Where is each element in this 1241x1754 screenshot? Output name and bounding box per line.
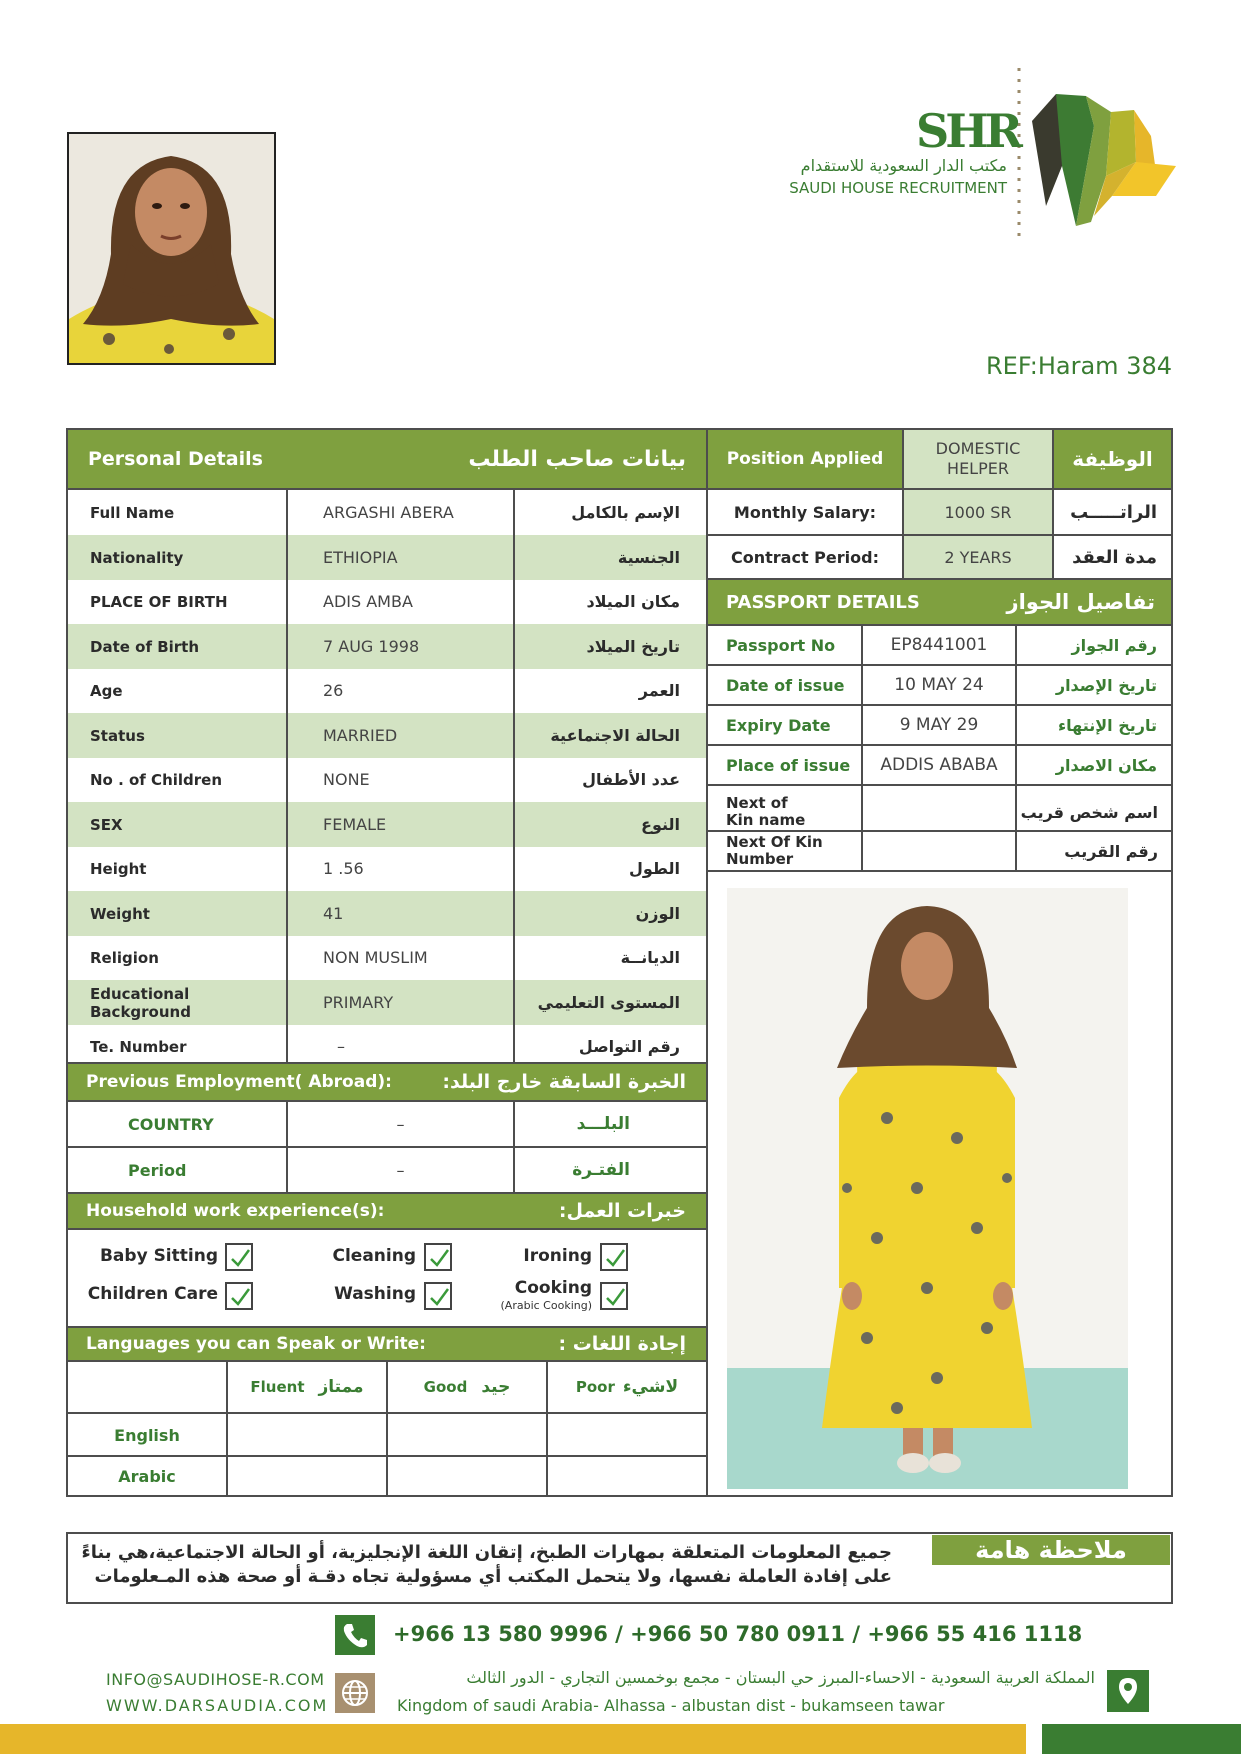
- passport-row-label: Place of issue: [726, 755, 851, 775]
- salary-value: 1000 SR: [904, 490, 1052, 534]
- note-title: ملاحظة هامة: [932, 1535, 1170, 1565]
- address-en: Kingdom of saudi Arabia- Alhassa - albustan dist - bukamseen tawar: [397, 1696, 945, 1715]
- note-line-1: جميع المعلومات المتعلقة بمهارات الطبخ، إتقان اللغة الإنجليزية، أو الحالة الاجتماعية،هي بناءً: [81, 1542, 892, 1563]
- logo-emblem: [1016, 66, 1181, 242]
- personal-row-value: 1 .56: [323, 859, 364, 878]
- lang-col-good-ar: جيد: [481, 1377, 511, 1397]
- household-header: [68, 1194, 706, 1228]
- personal-row-label: Te. Number: [90, 1037, 187, 1056]
- skill-ironing-label: Ironing: [523, 1246, 592, 1266]
- phone-icon: [335, 1615, 375, 1655]
- personal-row-value: MARRIED: [323, 726, 398, 745]
- previous-country-ar: البلـــد: [576, 1114, 630, 1134]
- passport-row-label: Passport No: [726, 635, 836, 655]
- salary-label-ar: الراتـــــب: [1070, 501, 1157, 523]
- previous-employment-header: [68, 1064, 706, 1100]
- personal-row: [68, 668, 706, 713]
- skill-washing-label: Washing: [334, 1284, 416, 1304]
- personal-row-label: Weight: [90, 904, 150, 923]
- personal-row-value: 7 AUG 1998: [323, 637, 420, 656]
- household-title-en: Household work experience(s):: [86, 1201, 385, 1221]
- passport-row-ar: تاريخ الإصدار: [1055, 675, 1157, 695]
- lang-col-good-en: Good: [423, 1378, 468, 1396]
- previous-country-row: [68, 1102, 706, 1146]
- skill-ironing-checkbox[interactable]: [600, 1243, 628, 1271]
- contract-label-ar: مدة العقد: [1072, 546, 1157, 568]
- personal-row-value: ARGASHI ABERA: [323, 503, 454, 522]
- company-name-ar: مكتب الدار السعودية للاستقدام: [800, 156, 1007, 175]
- personal-row-label: SEX: [90, 815, 123, 834]
- personal-row: [68, 535, 706, 580]
- passport-row-value: 10 MAY 24: [894, 675, 984, 695]
- skill-cooking-label: Cooking: [514, 1278, 592, 1298]
- personal-row-label: Status: [90, 726, 145, 745]
- lang-col-fluent-en: Fluent: [250, 1378, 305, 1396]
- reference-number: REF:Haram 384: [985, 352, 1172, 380]
- previous-period-value: –: [396, 1160, 405, 1180]
- lang-row-arabic: Arabic: [118, 1466, 176, 1486]
- personal-row-ar: الوزن: [635, 904, 680, 923]
- email: INFO@SAUDIHOSE-R.COM: [106, 1670, 325, 1689]
- personal-row-value: PRIMARY: [323, 993, 394, 1012]
- personal-row-label: PLACE OF BIRTH: [90, 592, 228, 611]
- personal-row-value: FEMALE: [323, 815, 387, 834]
- website: WWW.DARSAUDIA.COM: [106, 1696, 329, 1715]
- applicant-photo-small: [67, 132, 276, 365]
- personal-row-ar: عدد الأطفال: [582, 770, 680, 789]
- personal-row: [68, 935, 706, 980]
- personal-row-label: Religion: [90, 948, 159, 967]
- personal-row: [68, 490, 706, 535]
- personal-row-ar: الجنسية: [617, 548, 680, 567]
- passport-title-ar: تفاصيل الجواز: [1006, 590, 1155, 614]
- passport-row-value: EP8441001: [890, 635, 988, 655]
- lang-col-poor-ar: لاشيء: [622, 1377, 679, 1397]
- personal-row-label: Educational Background: [90, 984, 191, 1021]
- position-label-ar: الوظيفة: [1054, 430, 1171, 488]
- personal-row-value: ADIS AMBA: [323, 592, 413, 611]
- previous-employment-title-ar: الخبرة السابقة خارج البلد:: [442, 1071, 686, 1093]
- lang-col-poor: [547, 1362, 707, 1412]
- skill-cleaning-label: Cleaning: [332, 1246, 416, 1266]
- passport-row-value: 9 MAY 29: [899, 715, 979, 735]
- passport-row-value: ADDIS ABABA: [880, 755, 998, 775]
- previous-country-label: COUNTRY: [128, 1114, 214, 1134]
- personal-row-ar: الديانــة: [620, 948, 680, 967]
- personal-row-ar: مكان الميلاد: [586, 592, 680, 611]
- personal-row-label: Age: [90, 681, 123, 700]
- lang-col-poor-en: Poor: [575, 1378, 615, 1396]
- previous-country-value: –: [396, 1114, 405, 1134]
- kin-name-label: Next of Kin name: [726, 794, 806, 829]
- lang-col-fluent: [227, 1362, 387, 1412]
- personal-row-label: No . of Children: [90, 770, 223, 789]
- personal-row: [68, 757, 706, 802]
- passport-row-ar: تاريخ الإنتهاء: [1057, 715, 1157, 735]
- skill-children-care-label: Children Care: [87, 1284, 218, 1304]
- company-name-en: SAUDI HOUSE RECRUITMENT: [789, 179, 1007, 197]
- lang-col-fluent-ar: ممتاز: [318, 1377, 364, 1397]
- skill-cooking-checkbox[interactable]: [600, 1282, 628, 1310]
- previous-period-label: Period: [128, 1160, 187, 1180]
- passport-header: [708, 580, 1171, 624]
- passport-row-label: Expiry Date: [726, 715, 831, 735]
- personal-row-ar: الحالة الاجتماعية: [550, 726, 680, 745]
- personal-row: [68, 713, 706, 758]
- personal-row: [68, 579, 706, 624]
- skill-children-care-checkbox[interactable]: [225, 1282, 253, 1310]
- location-pin-icon: [1107, 1670, 1149, 1712]
- personal-row-ar: الإسم بالكامل: [571, 503, 680, 522]
- personal-row: [68, 980, 706, 1025]
- globe-icon: [335, 1673, 375, 1713]
- lang-row-english: English: [114, 1425, 180, 1445]
- personal-row-ar: الطول: [629, 859, 680, 878]
- personal-row-value: NON MUSLIM: [323, 948, 428, 967]
- languages-title-ar: إجادة اللغات :: [558, 1333, 686, 1355]
- personal-row-ar: العمر: [638, 681, 680, 700]
- personal-row-value: NONE: [323, 770, 370, 789]
- position-label-cell: Position Applied: [708, 430, 902, 488]
- personal-row-label: Date of Birth: [90, 637, 200, 656]
- personal-row-ar: المستوى التعليمي: [537, 993, 680, 1012]
- passport-title-en: PASSPORT DETAILS: [726, 591, 920, 613]
- personal-row-label: Nationality: [90, 548, 184, 567]
- personal-row-value: 26: [323, 681, 344, 700]
- personal-row-ar: تاريخ الميلاد: [586, 637, 680, 656]
- note-line-2: على إفادة العاملة نفسها، ولا يتحمل المكتب أي مسؤولية تجاه دقـة أو صحة هذه المـعلومات: [94, 1566, 892, 1587]
- salary-label: Monthly Salary:: [733, 502, 877, 522]
- kin-number-label: Next Of Kin Number: [726, 833, 823, 868]
- logo-monogram: SHR: [916, 104, 1019, 158]
- personal-details-title-en: Personal Details: [88, 448, 263, 470]
- footer-bar-yellow: [0, 1724, 1026, 1754]
- previous-period-row: [68, 1148, 706, 1192]
- personal-details-title-ar: بيانات صاحب الطلب: [468, 446, 686, 472]
- personal-row-label: Full Name: [90, 503, 175, 522]
- personal-row-label: Height: [90, 859, 147, 878]
- personal-row-ar: النوع: [641, 815, 680, 834]
- contract-label: Contract Period:: [731, 547, 879, 567]
- personal-row-value: ETHIOPIA: [323, 548, 398, 567]
- footer-bar-green: [1042, 1724, 1241, 1754]
- passport-row-ar: رقم الجواز: [1071, 635, 1157, 655]
- skill-baby-sitting-label: Baby Sitting: [99, 1246, 218, 1266]
- personal-row: [68, 846, 706, 891]
- lang-col-good: [387, 1362, 547, 1412]
- personal-row-value: –: [337, 1037, 345, 1056]
- position-value-cell: DOMESTIC HELPER: [904, 430, 1052, 488]
- skill-cooking-note: (Arabic Cooking): [500, 1299, 592, 1312]
- personal-details-header: [68, 430, 706, 488]
- skill-cleaning-checkbox[interactable]: [424, 1243, 452, 1271]
- personal-row: [68, 624, 706, 669]
- kin-number-ar: رقم القريب: [1064, 841, 1158, 861]
- personal-row-ar: رقم التواصل: [578, 1037, 680, 1056]
- contract-value: 2 YEARS: [904, 536, 1052, 578]
- personal-row: [68, 802, 706, 847]
- previous-employment-title-en: Previous Employment( Abroad):: [86, 1072, 392, 1092]
- passport-row-label: Date of issue: [726, 675, 845, 695]
- skill-washing-checkbox[interactable]: [424, 1282, 452, 1310]
- languages-header: [68, 1328, 706, 1360]
- personal-row-value: 41: [323, 904, 344, 923]
- languages-title-en: Languages you can Speak or Write:: [86, 1334, 426, 1354]
- previous-period-ar: الفتـرة: [572, 1160, 630, 1180]
- skill-baby-sitting-checkbox[interactable]: [225, 1243, 253, 1271]
- applicant-photo-full: [727, 888, 1128, 1489]
- address-ar: المملكة العربية السعودية - الاحساء-المبرز حي البستان - مجمع بوخمسين التجاري - الدور الثالث: [466, 1668, 1095, 1687]
- personal-row: [68, 891, 706, 936]
- household-title-ar: خبرات العمل:: [558, 1200, 686, 1222]
- passport-row-ar: مكان الاصدار: [1055, 755, 1157, 775]
- kin-name-ar: اسم شخص قريب: [1020, 802, 1158, 822]
- phone-numbers: +966 13 580 9996 / +966 50 780 0911 / +966 55 416 1118: [393, 1622, 1083, 1646]
